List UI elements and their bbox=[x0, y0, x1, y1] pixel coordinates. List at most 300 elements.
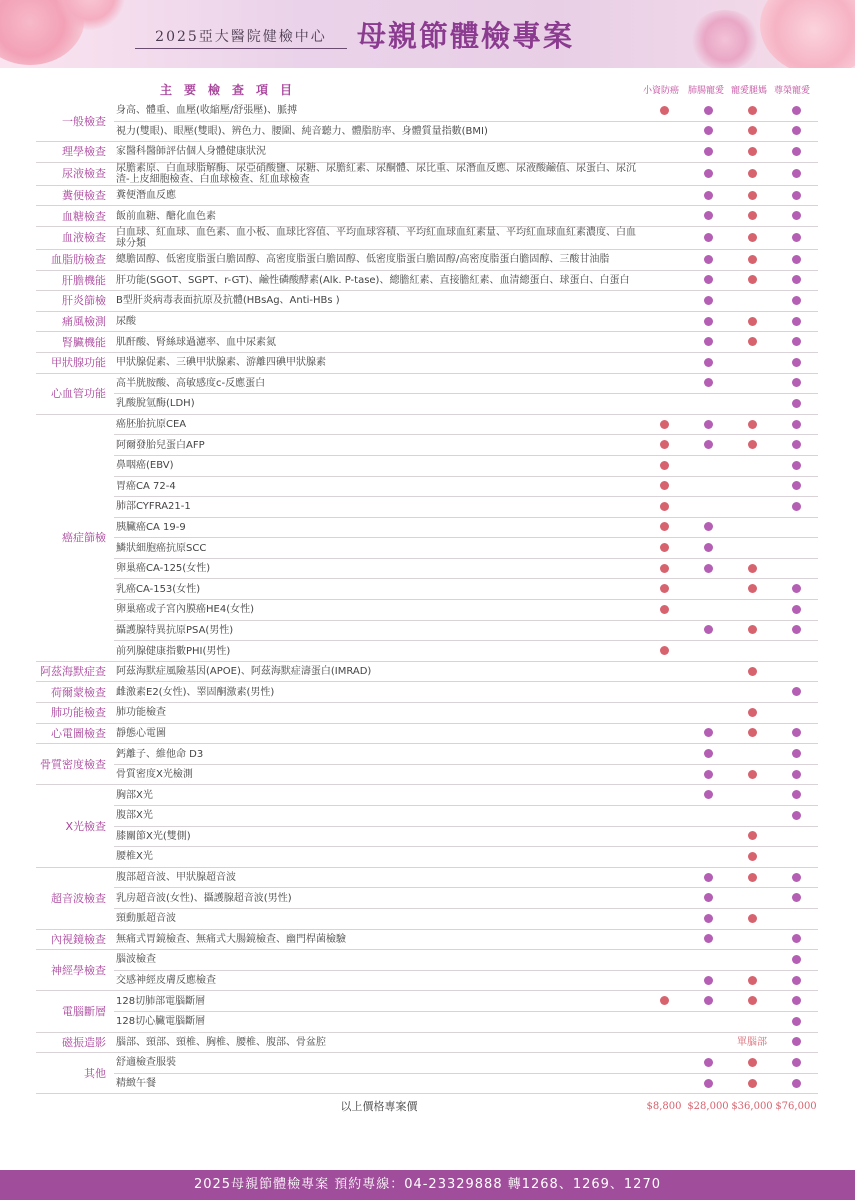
included-dot-icon bbox=[792, 605, 801, 614]
category-label: 血脂肪檢查 bbox=[36, 249, 114, 270]
package-cell bbox=[686, 142, 730, 163]
included-dot-icon bbox=[748, 831, 757, 840]
package-cell bbox=[642, 744, 686, 765]
package-cell bbox=[774, 826, 818, 847]
package-cell bbox=[642, 723, 686, 744]
package-cell bbox=[642, 435, 686, 456]
exam-item: 阿爾發胎兒蛋白AFP bbox=[114, 435, 642, 456]
category-label: 理學檢查 bbox=[36, 142, 114, 163]
included-dot-icon bbox=[704, 934, 713, 943]
included-dot-icon bbox=[748, 255, 757, 264]
included-dot-icon bbox=[704, 126, 713, 135]
package-cell bbox=[730, 226, 774, 249]
package-cell bbox=[730, 270, 774, 291]
package-cell bbox=[730, 1011, 774, 1032]
category-label: 內視鏡檢查 bbox=[36, 929, 114, 950]
included-dot-icon bbox=[748, 191, 757, 200]
included-dot-icon bbox=[792, 378, 801, 387]
table-row bbox=[36, 929, 818, 950]
package-cell bbox=[686, 394, 730, 415]
package-cell bbox=[686, 455, 730, 476]
package-cell bbox=[774, 991, 818, 1012]
package-cell bbox=[730, 142, 774, 163]
exam-item: 癌胚胎抗原CEA bbox=[114, 414, 642, 435]
included-dot-icon bbox=[792, 461, 801, 470]
included-dot-icon bbox=[748, 1079, 757, 1088]
package-cell bbox=[774, 558, 818, 579]
package-cell bbox=[686, 352, 730, 373]
included-dot-icon bbox=[792, 770, 801, 779]
exam-item: 身高、體重、血壓(收縮壓/舒張壓)、脈搏 bbox=[114, 101, 642, 121]
exam-item: 乳癌CA-153(女性) bbox=[114, 579, 642, 600]
included-dot-icon bbox=[704, 914, 713, 923]
package-cell bbox=[686, 970, 730, 991]
package-cell bbox=[774, 476, 818, 497]
included-dot-icon bbox=[792, 337, 801, 346]
exam-item: 家醫科醫師評估個人身體健康狀況 bbox=[114, 142, 642, 163]
price-row bbox=[36, 1094, 818, 1119]
category-label: 痛風檢測 bbox=[36, 311, 114, 332]
exam-item: 總膽固醇、低密度脂蛋白膽固醇、高密度脂蛋白膽固醇、低密度脂蛋白膽固醇/高密度脂蛋白膽固醇、三酸甘油脂 bbox=[114, 249, 642, 270]
package-cell bbox=[686, 620, 730, 641]
exam-item: 交感神經皮膚反應檢查 bbox=[114, 970, 642, 991]
included-dot-icon bbox=[748, 728, 757, 737]
included-dot-icon bbox=[704, 543, 713, 552]
package-header-2: 肺腸寵愛 bbox=[687, 86, 724, 96]
package-cell bbox=[774, 311, 818, 332]
category-label: 電腦斷層 bbox=[36, 991, 114, 1032]
package-cell bbox=[642, 1053, 686, 1074]
table-row bbox=[36, 394, 818, 415]
package-cell bbox=[774, 579, 818, 600]
package-cell bbox=[774, 1011, 818, 1032]
table-row bbox=[36, 1011, 818, 1032]
package-cell bbox=[642, 600, 686, 621]
included-dot-icon bbox=[748, 667, 757, 676]
table-row bbox=[36, 600, 818, 621]
package-cell bbox=[774, 1053, 818, 1074]
included-dot-icon bbox=[704, 275, 713, 284]
included-dot-icon bbox=[748, 317, 757, 326]
table-row bbox=[36, 620, 818, 641]
package-cell bbox=[686, 121, 730, 142]
category-label: 其他 bbox=[36, 1053, 114, 1094]
table-row bbox=[36, 206, 818, 227]
package-cell bbox=[686, 1073, 730, 1094]
table-row bbox=[36, 558, 818, 579]
header-banner bbox=[0, 0, 855, 68]
exam-item: 鼻咽癌(EBV) bbox=[114, 455, 642, 476]
included-dot-icon bbox=[704, 728, 713, 737]
package-cell bbox=[642, 929, 686, 950]
package-cell bbox=[642, 270, 686, 291]
package-cell bbox=[642, 826, 686, 847]
package-cell bbox=[774, 497, 818, 518]
package-cell bbox=[730, 826, 774, 847]
package-cell bbox=[642, 785, 686, 806]
package-cell bbox=[642, 620, 686, 641]
main-items-header: 主要檢查項目 bbox=[160, 83, 305, 97]
package-cell bbox=[730, 101, 774, 121]
package-cell bbox=[730, 579, 774, 600]
included-dot-icon bbox=[792, 502, 801, 511]
included-dot-icon bbox=[792, 106, 801, 115]
included-dot-icon bbox=[704, 1079, 713, 1088]
package-cell bbox=[730, 723, 774, 744]
package-cell bbox=[642, 517, 686, 538]
table-row bbox=[36, 142, 818, 163]
included-dot-icon bbox=[748, 708, 757, 717]
package-cell bbox=[730, 455, 774, 476]
exam-item: 舒適檢查服裝 bbox=[114, 1053, 642, 1074]
category-label: 血液檢查 bbox=[36, 226, 114, 249]
exam-item: 飯前血糖、醣化血色素 bbox=[114, 206, 642, 227]
exam-item: 阿茲海默症風險基因(APOE)、阿茲海默症濤蛋白(IMRAD) bbox=[114, 661, 642, 682]
package-cell bbox=[774, 394, 818, 415]
package-cell bbox=[730, 847, 774, 868]
category-label: 糞便檢查 bbox=[36, 185, 114, 206]
package-cell bbox=[730, 1032, 774, 1053]
package-cell bbox=[774, 352, 818, 373]
package-cell bbox=[774, 847, 818, 868]
package-cell bbox=[774, 435, 818, 456]
package-cell bbox=[686, 332, 730, 353]
package-cell bbox=[686, 1011, 730, 1032]
included-dot-icon bbox=[704, 147, 713, 156]
package-cell bbox=[642, 1073, 686, 1094]
included-dot-icon bbox=[748, 996, 757, 1005]
category-label: 阿茲海默症查 bbox=[36, 661, 114, 682]
package-cell bbox=[686, 908, 730, 929]
included-dot-icon bbox=[660, 543, 669, 552]
included-dot-icon bbox=[748, 770, 757, 779]
package-cell bbox=[730, 764, 774, 785]
package-cell bbox=[642, 414, 686, 435]
package-cell bbox=[642, 867, 686, 888]
package-cell bbox=[774, 206, 818, 227]
package-cell bbox=[730, 970, 774, 991]
package-cell bbox=[642, 950, 686, 971]
package-cell bbox=[774, 744, 818, 765]
package-cell bbox=[686, 991, 730, 1012]
package-header-1: 小資防癌 bbox=[642, 86, 679, 96]
package-cell bbox=[730, 806, 774, 827]
included-dot-icon bbox=[704, 770, 713, 779]
package-cell bbox=[730, 744, 774, 765]
package-cell bbox=[730, 600, 774, 621]
exam-item: 尿膽素原、白血球脂解酶、尿亞硝酸鹽、尿糖、尿膽紅素、尿酮體、尿比重、尿潛血反應、尿液酸鹼值、尿蛋白、尿沉渣-上皮細胞檢查、白血球檢查、紅血球檢查 bbox=[114, 162, 642, 185]
table-row bbox=[36, 352, 818, 373]
package-cell bbox=[774, 101, 818, 121]
exam-item: 高半胱胺酸、高敏感度c-反應蛋白 bbox=[114, 373, 642, 394]
included-dot-icon bbox=[748, 584, 757, 593]
package-cell bbox=[774, 455, 818, 476]
package-cell bbox=[774, 908, 818, 929]
package-cell bbox=[774, 950, 818, 971]
included-dot-icon bbox=[748, 440, 757, 449]
package-cell bbox=[686, 101, 730, 121]
package-cell bbox=[730, 538, 774, 559]
package-cell bbox=[730, 991, 774, 1012]
package-cell bbox=[774, 806, 818, 827]
package-cell bbox=[774, 373, 818, 394]
included-dot-icon bbox=[704, 440, 713, 449]
included-dot-icon bbox=[792, 211, 801, 220]
package-cell bbox=[774, 121, 818, 142]
package-cell bbox=[642, 641, 686, 662]
category-label: 心血管功能 bbox=[36, 373, 114, 414]
included-dot-icon bbox=[748, 914, 757, 923]
exam-item: 骨質密度X光檢測 bbox=[114, 764, 642, 785]
included-dot-icon bbox=[748, 852, 757, 861]
package-cell bbox=[730, 950, 774, 971]
table-row bbox=[36, 950, 818, 971]
included-dot-icon bbox=[748, 1058, 757, 1067]
exam-item: 乳房超音波(女性)、攝護腺超音波(男性) bbox=[114, 888, 642, 909]
package-cell bbox=[774, 517, 818, 538]
package-cell bbox=[730, 476, 774, 497]
package-cell bbox=[730, 682, 774, 703]
package-cell bbox=[774, 270, 818, 291]
package-cell bbox=[642, 1032, 686, 1053]
exam-items-table bbox=[36, 101, 818, 1118]
package-cell bbox=[642, 1011, 686, 1032]
included-dot-icon bbox=[660, 481, 669, 490]
package-cell bbox=[642, 579, 686, 600]
package-cell bbox=[686, 764, 730, 785]
package-cell bbox=[642, 226, 686, 249]
table-row bbox=[36, 661, 818, 682]
exam-item: 白血球、紅血球、血色素、血小板、血球比容值、平均血球容積、平均紅血球血紅素量、平均紅血球血紅素濃度、白血球分類 bbox=[114, 226, 642, 249]
table-row bbox=[36, 162, 818, 185]
included-dot-icon bbox=[792, 191, 801, 200]
price-label: 以上價格專案價 bbox=[340, 1099, 418, 1113]
package-cell bbox=[686, 867, 730, 888]
table-row bbox=[36, 517, 818, 538]
included-dot-icon bbox=[704, 420, 713, 429]
package-cell bbox=[642, 101, 686, 121]
included-dot-icon bbox=[704, 358, 713, 367]
exam-item: 卵巢癌CA-125(女性) bbox=[114, 558, 642, 579]
package-cell bbox=[774, 414, 818, 435]
package-cell bbox=[774, 600, 818, 621]
price-spacer bbox=[36, 1094, 114, 1119]
price-section bbox=[36, 1094, 818, 1119]
included-dot-icon bbox=[792, 996, 801, 1005]
page-title: 母親節體檢專案 bbox=[357, 19, 575, 53]
package-cell bbox=[686, 806, 730, 827]
table-row bbox=[36, 641, 818, 662]
exam-item: 肌酐酸、腎絲球過濾率、血中尿素氮 bbox=[114, 332, 642, 353]
package-cell bbox=[774, 1073, 818, 1094]
table-row bbox=[36, 826, 818, 847]
package-cell bbox=[642, 806, 686, 827]
table-row bbox=[36, 311, 818, 332]
table-row bbox=[36, 185, 818, 206]
package-cell bbox=[730, 394, 774, 415]
package-cell bbox=[686, 785, 730, 806]
included-dot-icon bbox=[792, 481, 801, 490]
exam-item: 膝關節X光(雙側) bbox=[114, 826, 642, 847]
included-dot-icon bbox=[704, 296, 713, 305]
included-dot-icon bbox=[792, 317, 801, 326]
exam-item: 肺部CYFRA21-1 bbox=[114, 497, 642, 518]
category-label: 骨質密度檢查 bbox=[36, 744, 114, 785]
package-cell bbox=[774, 249, 818, 270]
included-dot-icon bbox=[748, 275, 757, 284]
included-dot-icon bbox=[792, 1037, 801, 1046]
heart-gift-image bbox=[690, 10, 760, 68]
included-dot-icon bbox=[704, 317, 713, 326]
included-dot-icon bbox=[792, 625, 801, 634]
package-cell bbox=[730, 867, 774, 888]
included-dot-icon bbox=[660, 440, 669, 449]
included-dot-icon bbox=[748, 564, 757, 573]
table-row bbox=[36, 806, 818, 827]
included-dot-icon bbox=[792, 1058, 801, 1067]
package-cell bbox=[642, 291, 686, 312]
included-dot-icon bbox=[748, 147, 757, 156]
package-cell bbox=[642, 455, 686, 476]
included-dot-icon bbox=[792, 584, 801, 593]
included-dot-icon bbox=[792, 126, 801, 135]
category-label: 尿液檢查 bbox=[36, 162, 114, 185]
included-dot-icon bbox=[704, 233, 713, 242]
table-row bbox=[36, 476, 818, 497]
package-cell bbox=[774, 764, 818, 785]
package-cell bbox=[686, 1032, 730, 1053]
included-dot-icon bbox=[660, 420, 669, 429]
exam-item: 視力(雙眼)、眼壓(雙眼)、辨色力、腰圍、純音聽力、體脂肪率、身體質量指數(BMI) bbox=[114, 121, 642, 142]
table-row bbox=[36, 270, 818, 291]
category-label: X光檢查 bbox=[36, 785, 114, 867]
package-cell bbox=[730, 517, 774, 538]
package-cell bbox=[686, 1053, 730, 1074]
package-cell bbox=[730, 121, 774, 142]
included-dot-icon bbox=[704, 564, 713, 573]
package-cell bbox=[642, 991, 686, 1012]
exam-item: 前列腺健康指數PHI(男性) bbox=[114, 641, 642, 662]
package-cell bbox=[642, 476, 686, 497]
included-dot-icon bbox=[792, 749, 801, 758]
package-cell bbox=[774, 226, 818, 249]
included-dot-icon bbox=[792, 934, 801, 943]
included-dot-icon bbox=[704, 893, 713, 902]
table-row bbox=[36, 249, 818, 270]
package-cell bbox=[730, 785, 774, 806]
package-cell bbox=[730, 185, 774, 206]
included-dot-icon bbox=[792, 420, 801, 429]
category-label: 肺功能檢查 bbox=[36, 703, 114, 724]
exam-item: 腹部X光 bbox=[114, 806, 642, 827]
category-label: 肝炎篩檢 bbox=[36, 291, 114, 312]
exam-item: 腰椎X光 bbox=[114, 847, 642, 868]
package-cell bbox=[774, 703, 818, 724]
exam-item: 靜態心電圖 bbox=[114, 723, 642, 744]
hospital-subtitle: 2025亞大醫院健檢中心 bbox=[135, 26, 347, 49]
package-cell bbox=[642, 970, 686, 991]
package-cell bbox=[774, 291, 818, 312]
included-dot-icon bbox=[792, 1079, 801, 1088]
package-cell bbox=[642, 142, 686, 163]
package-cell bbox=[730, 661, 774, 682]
table-row bbox=[36, 1053, 818, 1074]
package-cell bbox=[642, 352, 686, 373]
exam-item: 乳酸脫氫酶(LDH) bbox=[114, 394, 642, 415]
package-cell bbox=[686, 744, 730, 765]
table-row bbox=[36, 682, 818, 703]
exam-item: 鈣離子、維他命 D3 bbox=[114, 744, 642, 765]
table-row bbox=[36, 121, 818, 142]
exam-item: 腹部超音波、甲狀腺超音波 bbox=[114, 867, 642, 888]
included-dot-icon bbox=[704, 337, 713, 346]
table-row bbox=[36, 579, 818, 600]
exam-item: 腦部、頸部、頸椎、胸椎、腰椎、腹部、骨盆腔 bbox=[114, 1032, 642, 1053]
package-cell bbox=[686, 270, 730, 291]
package-cell bbox=[730, 352, 774, 373]
table-row bbox=[36, 1073, 818, 1094]
category-label: 心電圖檢查 bbox=[36, 723, 114, 744]
exam-item: 128切心臟電腦斷層 bbox=[114, 1011, 642, 1032]
table-row bbox=[36, 970, 818, 991]
package-cell bbox=[686, 682, 730, 703]
package-cell bbox=[774, 538, 818, 559]
included-dot-icon bbox=[792, 233, 801, 242]
package-cell bbox=[686, 929, 730, 950]
package-cell bbox=[642, 847, 686, 868]
package-cell bbox=[730, 311, 774, 332]
included-dot-icon bbox=[660, 646, 669, 655]
package-cell bbox=[686, 661, 730, 682]
table-row bbox=[36, 538, 818, 559]
package-cell bbox=[730, 929, 774, 950]
exam-item: 攝護腺特異抗原PSA(男性) bbox=[114, 620, 642, 641]
included-dot-icon bbox=[704, 873, 713, 882]
category-label: 癌症篩檢 bbox=[36, 414, 114, 661]
included-dot-icon bbox=[704, 191, 713, 200]
package-cell bbox=[730, 373, 774, 394]
included-dot-icon bbox=[704, 976, 713, 985]
package-cell bbox=[686, 185, 730, 206]
included-dot-icon bbox=[660, 522, 669, 531]
package-cell bbox=[642, 497, 686, 518]
exam-item: 鱗狀細胞癌抗原SCC bbox=[114, 538, 642, 559]
exam-item: 雌激素E2(女性)、睪固酮激素(男性) bbox=[114, 682, 642, 703]
package-cell bbox=[774, 888, 818, 909]
booking-footer: 2025母親節體檢專案 預約專線：04-23329888 轉1268、1269、1270 bbox=[0, 1170, 855, 1200]
carnation-flower-image bbox=[760, 0, 855, 68]
exam-item: 肺功能檢查 bbox=[114, 703, 642, 724]
package-cell bbox=[774, 162, 818, 185]
included-dot-icon bbox=[748, 873, 757, 882]
table-row bbox=[36, 785, 818, 806]
package-cell bbox=[686, 249, 730, 270]
package-cell bbox=[774, 620, 818, 641]
package-cell bbox=[774, 185, 818, 206]
included-dot-icon bbox=[660, 564, 669, 573]
package-cell bbox=[730, 1053, 774, 1074]
package-cell bbox=[774, 723, 818, 744]
table-row bbox=[36, 744, 818, 765]
included-dot-icon bbox=[660, 584, 669, 593]
exam-item: 無痛式胃鏡檢查、無痛式大腸鏡檢查、幽門桿菌檢驗 bbox=[114, 929, 642, 950]
package-cell bbox=[686, 206, 730, 227]
included-dot-icon bbox=[792, 255, 801, 264]
package-cell bbox=[730, 703, 774, 724]
table-row bbox=[36, 847, 818, 868]
included-dot-icon bbox=[792, 358, 801, 367]
exam-item: 精緻午餐 bbox=[114, 1073, 642, 1094]
